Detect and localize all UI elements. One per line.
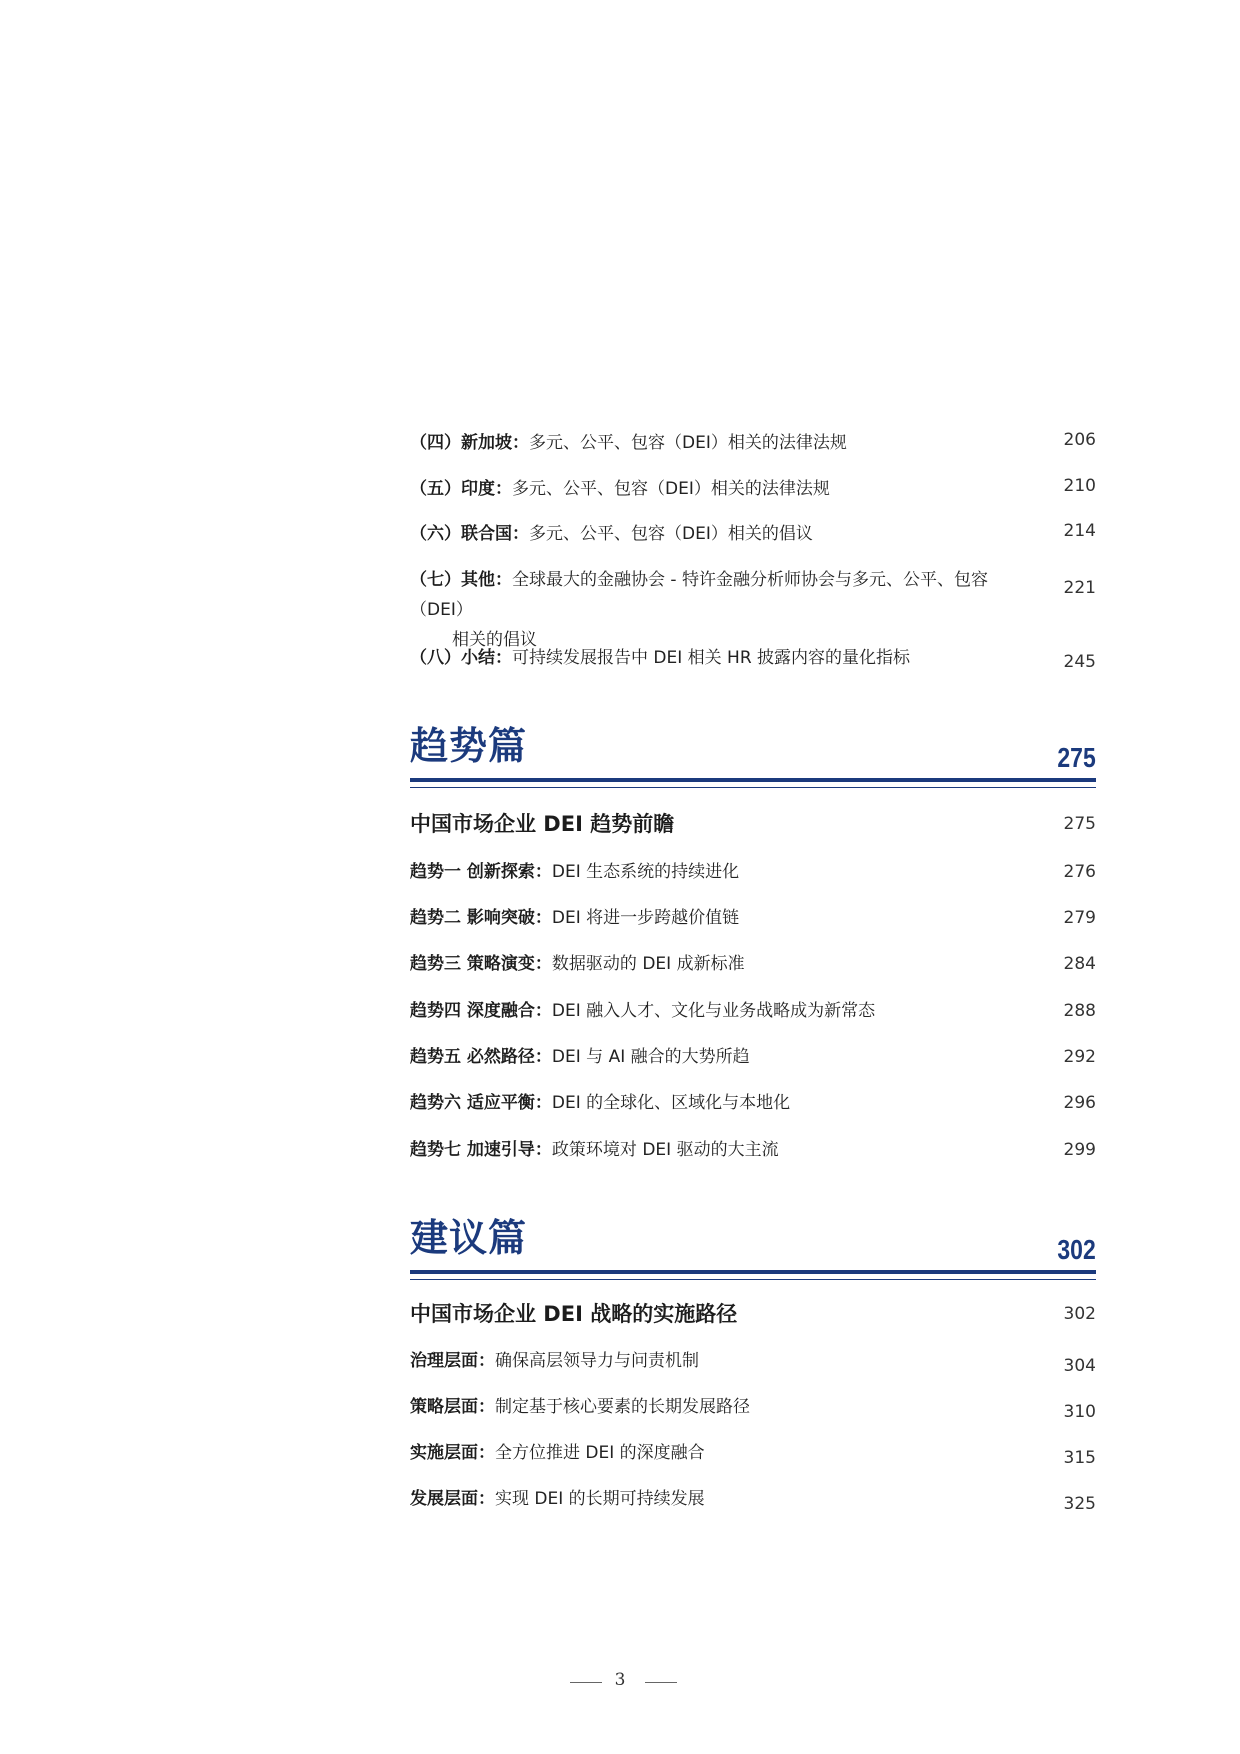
heading-text: 中国市场企业 DEI 战略的实施路径 (410, 1302, 738, 1326)
entry-page: 210 (1063, 476, 1096, 496)
entry-text: 可持续发展报告中 DEI 相关 HR 披露内容的量化指标 (512, 648, 911, 668)
entry-page: 279 (1063, 908, 1096, 928)
entry-prefix: （七）其他： (410, 570, 512, 590)
entry-page: 276 (1063, 862, 1096, 882)
entry-text: 政策环境对 DEI 驱动的大主流 (551, 1140, 779, 1160)
entry-page: 288 (1063, 1001, 1096, 1021)
heading-page: 275 (1063, 814, 1096, 834)
entry-text: DEI 生态系统的持续进化 (551, 862, 740, 882)
entry-text: 多元、公平、包容（DEI）相关的法律法规 (512, 479, 830, 499)
entry-page: 292 (1063, 1047, 1096, 1067)
entry-prefix: 实施层面： (410, 1443, 495, 1463)
entry-page: 315 (1063, 1448, 1096, 1468)
entry-prefix: 趋势三 策略演变： (410, 954, 552, 974)
entry-text: 制定基于核心要素的长期发展路径 (495, 1397, 750, 1417)
entry-page: 245 (1063, 652, 1096, 672)
entry-prefix: 趋势四 深度融合： (410, 1001, 552, 1021)
entry-prefix: （六）联合国： (410, 524, 529, 544)
entry-prefix: 趋势七 加速引导： (410, 1140, 552, 1160)
entry-prefix: 趋势五 必然路径： (410, 1047, 552, 1067)
entry-prefix: 趋势二 影响突破： (410, 908, 552, 928)
entry-prefix: （八）小结： (410, 648, 512, 668)
page-number: 3 (614, 1670, 626, 1690)
entry-text-continued: 相关的倡议 (452, 630, 537, 650)
entry-page: 214 (1063, 521, 1096, 541)
entry-text: DEI 与 AI 融合的大势所趋 (551, 1047, 750, 1067)
entry-page: 304 (1063, 1356, 1096, 1376)
entry-page: 310 (1063, 1402, 1096, 1422)
entry-prefix: 策略层面： (410, 1397, 495, 1417)
entry-text: DEI 融入人才、文化与业务战略成为新常态 (551, 1001, 876, 1021)
entry-text: 多元、公平、包容（DEI）相关的法律法规 (529, 433, 847, 453)
entry-prefix: 治理层面： (410, 1351, 495, 1371)
entry-text: 全球最大的金融协会 - 特许金融分析师协会与多元、公平、包容（DEI） (410, 570, 988, 620)
heading-page: 302 (1063, 1304, 1096, 1324)
entry-page: 206 (1063, 430, 1096, 450)
entry-prefix: 趋势一 创新探索： (410, 862, 552, 882)
entry-text: 全方位推进 DEI 的深度融合 (495, 1443, 705, 1463)
section-rule-thin (410, 787, 1096, 788)
page-footer (0, 1668, 1240, 1698)
section-header-advice[interactable] (410, 1214, 1096, 1274)
section-rule (410, 778, 1096, 782)
entry-prefix: （五）印度： (410, 479, 512, 499)
section-rule (410, 1270, 1096, 1274)
section-page: 302 (1057, 1234, 1096, 1265)
entry-page: 325 (1063, 1494, 1096, 1514)
entry-page: 221 (1063, 578, 1096, 598)
heading-text: 中国市场企业 DEI 趋势前瞻 (410, 812, 675, 836)
entry-text: 多元、公平、包容（DEI）相关的倡议 (529, 524, 813, 544)
entry-text: 实现 DEI 的长期可持续发展 (495, 1489, 705, 1509)
entry-text: 确保高层领导力与问责机制 (495, 1351, 699, 1371)
section-title: 建议篇 (410, 1216, 528, 1260)
entry-prefix: 发展层面： (410, 1489, 495, 1509)
entry-text: 数据驱动的 DEI 成新标准 (551, 954, 745, 974)
section-title: 趋势篇 (410, 724, 528, 768)
entry-page: 296 (1063, 1093, 1096, 1113)
entry-page: 284 (1063, 954, 1096, 974)
entry-text: DEI 将进一步跨越价值链 (551, 908, 740, 928)
section-header-trends[interactable] (410, 722, 1096, 782)
entry-page: 299 (1063, 1140, 1096, 1160)
entry-text: DEI 的全球化、区域化与本地化 (551, 1093, 791, 1113)
footer-rule-left (570, 1682, 602, 1683)
entry-prefix: （四）新加坡： (410, 433, 529, 453)
section-rule-thin (410, 1279, 1096, 1280)
section-page: 275 (1057, 742, 1096, 773)
entry-prefix: 趋势六 适应平衡： (410, 1093, 552, 1113)
footer-rule-right (645, 1682, 677, 1683)
